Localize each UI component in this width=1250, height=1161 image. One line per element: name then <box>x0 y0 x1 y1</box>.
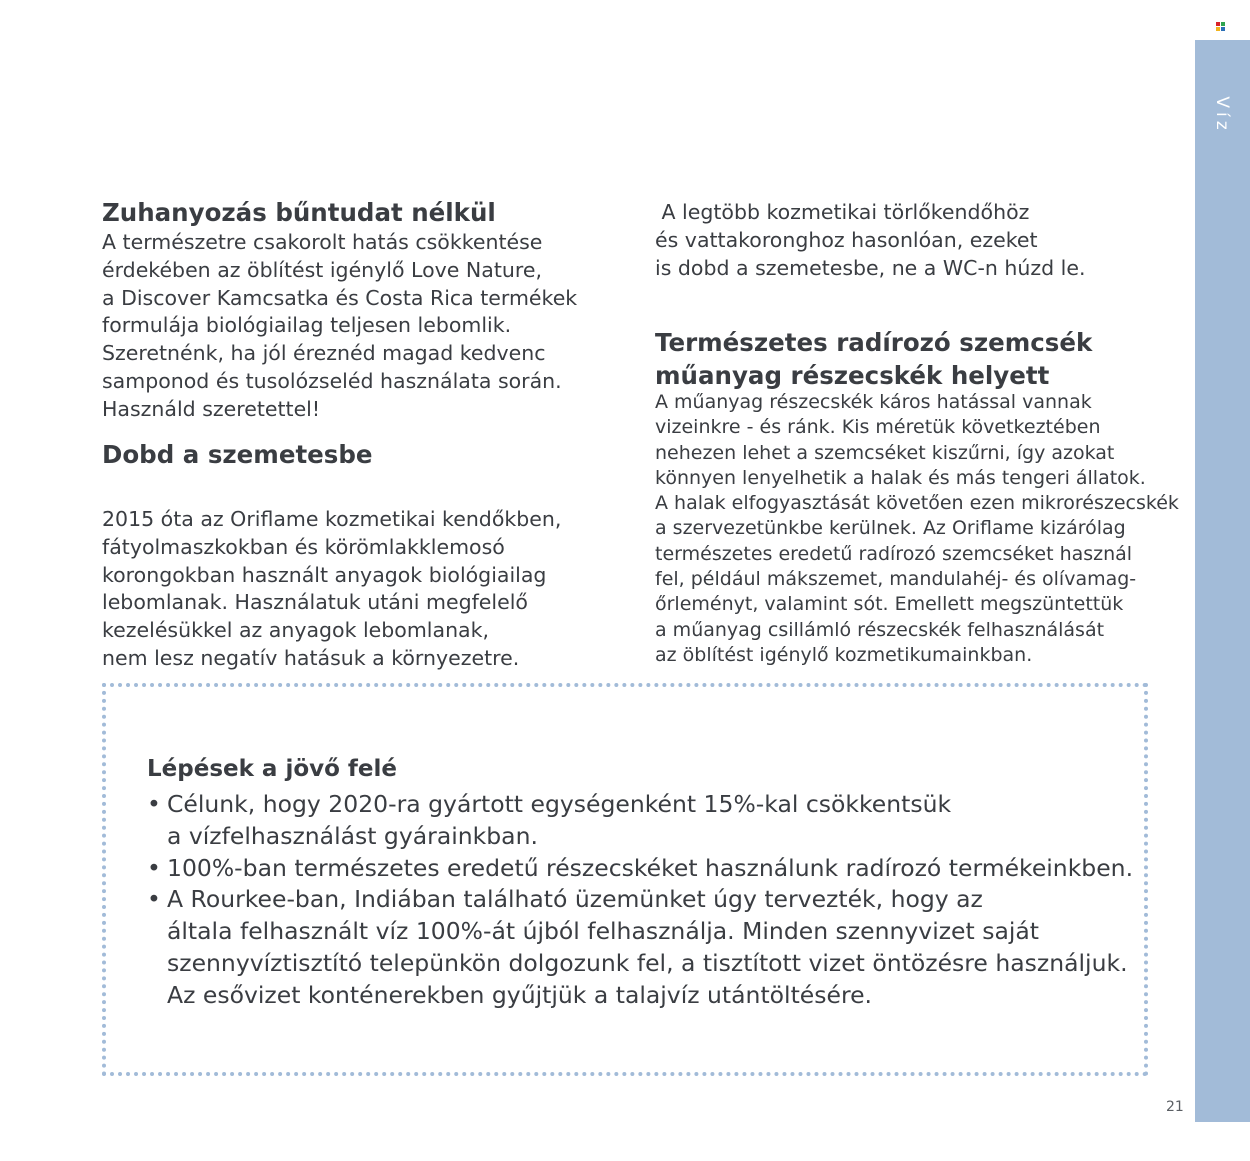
bullet-icon: • <box>147 790 161 818</box>
step-line: szennyvíztisztító telepünkön dolgozunk fel, a tisztított vizet öntözésre használjuk. <box>167 948 1128 977</box>
text-line: fátyolmaszkokban és körömlakklemosó <box>102 534 505 559</box>
text-line: Szeretnénk, ha jól éreznéd magad kedvenc <box>102 341 546 366</box>
text-line: 2015 óta az Oriflame kozmetikai kendőkben, <box>102 507 562 531</box>
page-number: 21 <box>1166 1099 1184 1115</box>
text-line: az öblítést igénylő kozmetikumainkban. <box>655 643 1033 666</box>
step-line: a vízfelhasználást gyárainkban. <box>167 821 538 850</box>
future-steps-title: Lépések a jövő felé <box>147 756 398 782</box>
future-steps-list <box>147 789 1137 1012</box>
section-body-shower <box>102 229 578 424</box>
text-line: is dobd a szemetesbe, ne a WC-n húzd le. <box>655 255 1086 280</box>
text-line: vizeinkre - és ránk. Kis méretük következtében <box>655 416 1101 439</box>
corner-color-mark <box>1216 22 1225 31</box>
chapter-side-tab <box>1195 40 1250 1122</box>
section-body-bin <box>102 506 572 673</box>
step-line: Célunk, hogy 2020-ra gyártott egységenként 15%-kal csökkentsük <box>167 790 952 818</box>
text-line: A legtöbb kozmetikai törlőkendőhöz <box>655 200 1030 224</box>
future-step-item <box>147 853 1137 885</box>
text-line: korongokban használt anyagok biológiailag <box>102 562 547 587</box>
text-line: nem lesz negatív hatásuk a környezetre. <box>102 645 520 670</box>
text-line: Használd szeretettel! <box>102 396 321 421</box>
section-heading-shower: Zuhanyozás bűntudat nélkül <box>102 198 496 227</box>
text-line: őrleményt, valamint sót. Emellett megszüntettük <box>655 593 1124 616</box>
text-line: a Discover Kamcsatka és Costa Rica termékek <box>102 285 578 310</box>
text-line: A természetre csakorolt hatás csökkentése <box>102 230 543 254</box>
text-line: samponod és tusolózseléd használata során. <box>102 368 562 393</box>
text-line: és vattakoronghoz hasonlóan, ezeket <box>655 227 1038 252</box>
section-heading-exfoliant <box>655 326 1135 392</box>
step-line: Az esővizet konténerekben gyűjtjük a talajvíz utántöltésére. <box>167 980 873 1009</box>
heading-line: Természetes radírozó szemcsék <box>655 328 1093 357</box>
future-step-item <box>147 789 1137 853</box>
text-line: a műanyag csillámló részecskék felhasználását <box>655 618 1105 641</box>
text-line: természetes eredetű radírozó szemcséket használ <box>655 542 1133 565</box>
step-line: általa felhasznált víz 100%-át újból felhasználja. Minden szennyvizet saját <box>167 917 1039 946</box>
text-line: nehezen lehet a szemcséket kiszűrni, így azokat <box>655 441 1115 464</box>
step-line: A Rourkee-ban, Indiában található üzemünket úgy tervezték, hogy az <box>167 885 983 914</box>
chapter-tab-label: Víz <box>1212 96 1232 134</box>
heading-line: műanyag részecskék helyett <box>655 361 1050 390</box>
text-line: fel, például mákszemet, mandulahéj- és olívamag- <box>655 568 1137 591</box>
text-line: a szervezetünkbe kerülnek. Az Oriflame kizárólag <box>655 517 1126 540</box>
text-line: A halak elfogyasztását követően ezen mikrorészecskék <box>655 492 1179 515</box>
bullet-icon: • <box>147 853 161 882</box>
text-line: A műanyag részecskék káros hatással vannak <box>655 391 1092 413</box>
step-line: 100%-ban természetes eredetű részecskéket használunk radírozó termékeinkben. <box>167 853 1134 882</box>
text-line: kezelésükkel az anyagok lebomlanak, <box>102 618 490 643</box>
section-heading-bin: Dobd a szemetesbe <box>102 440 373 469</box>
text-line: lebomlanak. Használatuk utáni megfelelő <box>102 590 528 615</box>
bullet-icon: • <box>147 885 161 914</box>
text-line: könnyen lenyelhetik a halak és más tengeri állatok. <box>655 466 1146 489</box>
section-body-exfoliant <box>655 390 1179 668</box>
wipes-disposal-text <box>655 199 1125 282</box>
future-step-item <box>147 884 1137 1011</box>
text-line: formulája biológiailag teljesen lebomlik. <box>102 313 512 338</box>
text-line: érdekében az öblítést igénylő Love Nature, <box>102 257 542 282</box>
